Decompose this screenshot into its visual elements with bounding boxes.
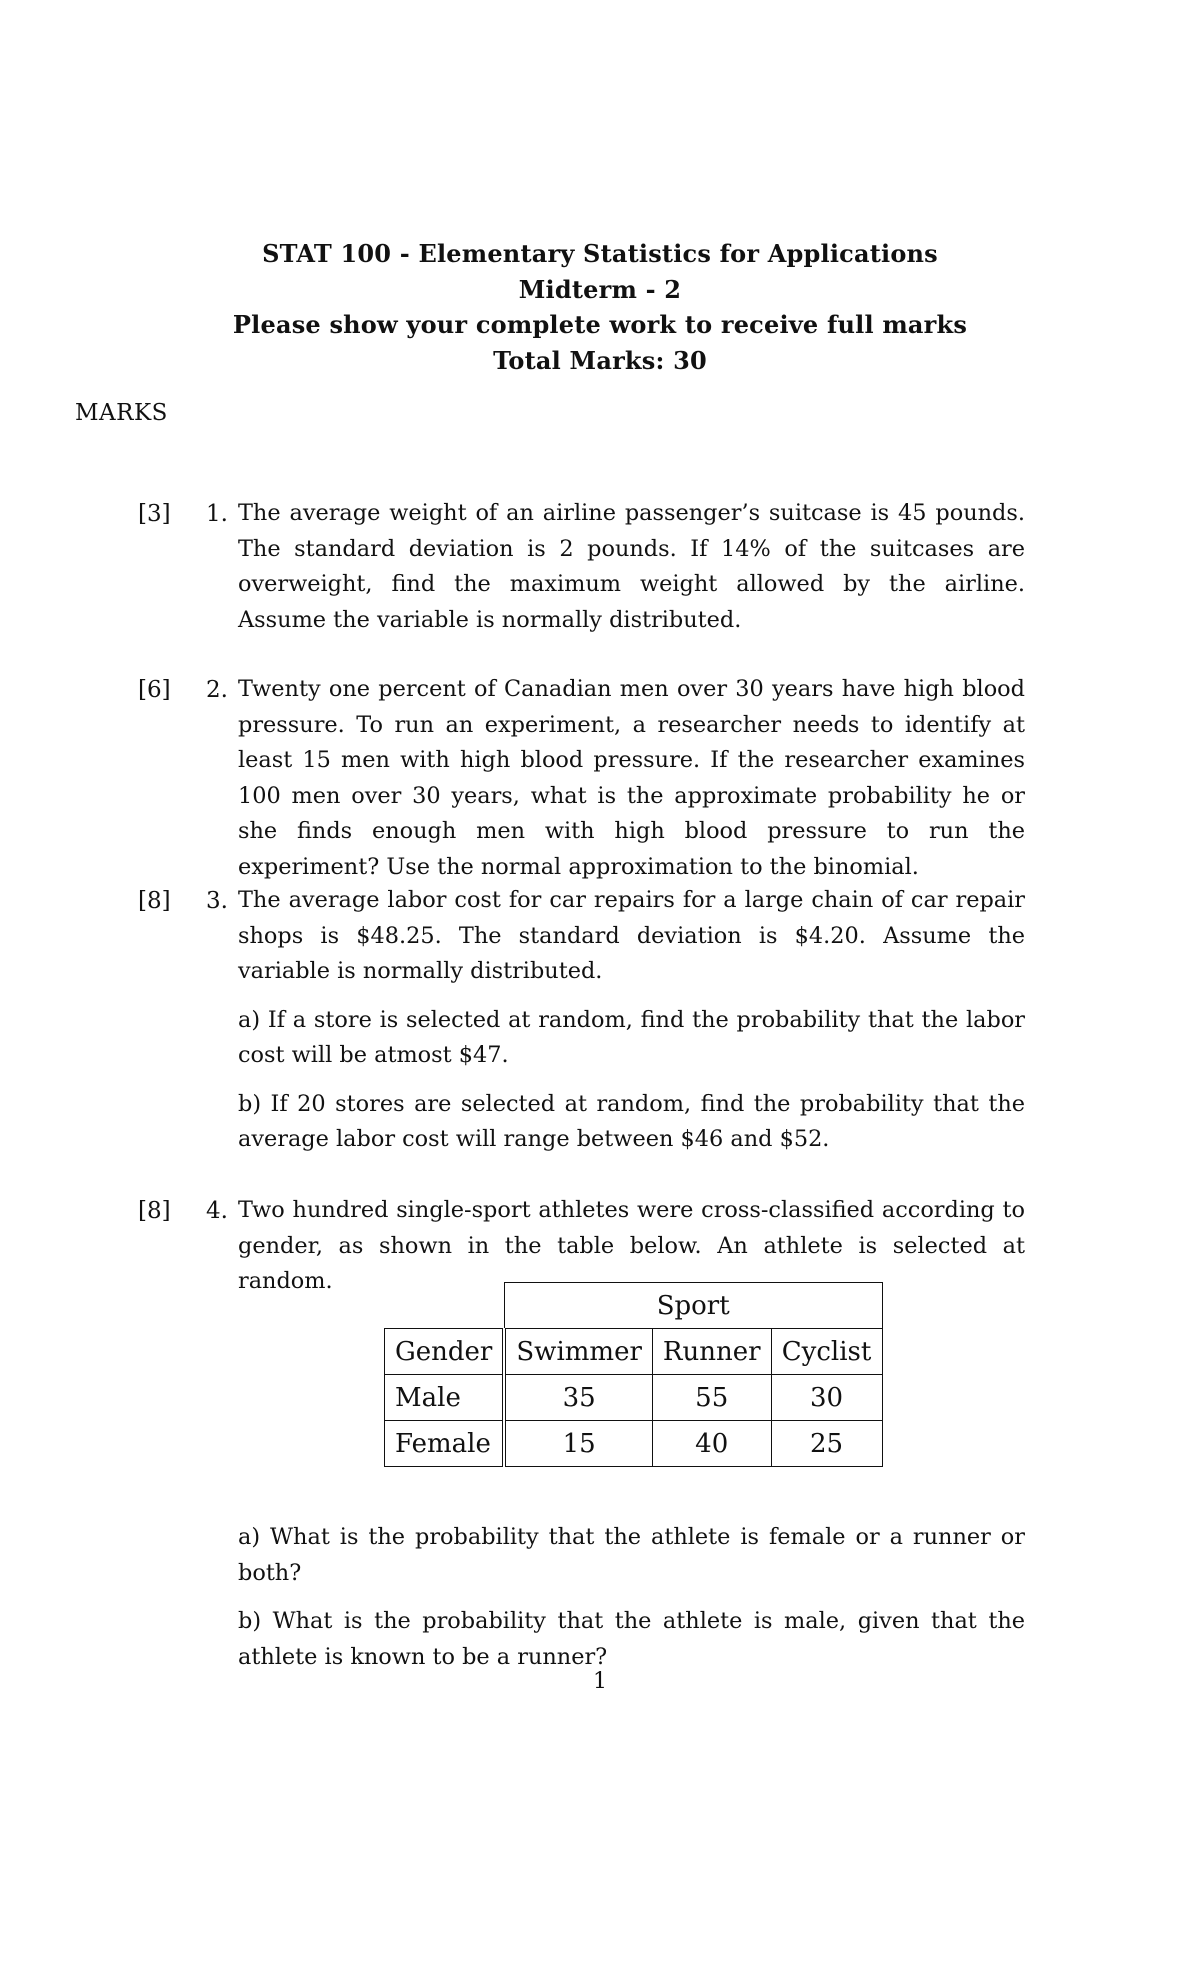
table-column-header: Swimmer (504, 1329, 652, 1375)
page-number: 1 (593, 1669, 607, 1694)
table-row (385, 1421, 883, 1467)
question-part-b: b) What is the probability that the athlete is male, given that the athlete is known to be a runner? (238, 1608, 1025, 1670)
table-cell: 35 (504, 1375, 652, 1421)
question-part-b: b) If 20 stores are selected at random, find the probability that the average labor cost will range between $46 and $52. (238, 1090, 1025, 1152)
question-number: 1. (206, 501, 228, 527)
total-marks: Total Marks: 30 (493, 345, 707, 375)
table-column-header: Cyclist (771, 1329, 882, 1375)
exam-name: Midterm - 2 (518, 274, 682, 304)
table-cell: 30 (771, 1375, 882, 1421)
table-row-label: Female (385, 1421, 505, 1467)
question-text (238, 883, 1025, 1158)
question-text (238, 496, 1025, 638)
question-marks: [8] (138, 1198, 171, 1224)
course-title: STAT 100 - Elementary Statistics for Applications (262, 239, 938, 268)
question-text-paragraph: The average weight of an airline passenger’s suitcase is 45 pounds. The standard deviation is 2 pounds. If 14% of the suitcases are overweight, find the maximum weight allowed by the airline. Assume the variable is normally distributed. (238, 500, 1025, 633)
exam-header (0, 236, 1200, 378)
table-row-label: Male (385, 1375, 505, 1421)
table-cell: 25 (771, 1421, 882, 1467)
table-row-header-label: Gender (385, 1329, 505, 1375)
question-number: 4. (206, 1198, 228, 1224)
question-marks: [3] (138, 501, 171, 527)
table-row (385, 1375, 883, 1421)
question-text-paragraph: The average labor cost for car repairs for a large chain of car repair shops is $48.25. The standard deviation is $4.20. Assume the variable is normally distributed. (238, 887, 1025, 984)
question-text (238, 672, 1025, 885)
question-marks: [8] (138, 888, 171, 914)
table-cell: 55 (652, 1375, 771, 1421)
question-text-paragraph: Twenty one percent of Canadian men over 30 years have high blood pressure. To run an experiment, a researcher needs to identify at least 15 men with high blood pressure. If the researcher examines 100 men over 30 years, what is the approximate probability he or she finds enough men with high blood pressure to run the experiment? Use the normal approximation to the binomial. (238, 676, 1025, 880)
table-header-row (385, 1329, 883, 1375)
table-cell: 40 (652, 1421, 771, 1467)
question-marks: [6] (138, 677, 171, 703)
question-number: 2. (206, 677, 228, 703)
question-number: 3. (206, 888, 228, 914)
marks-column-heading: MARKS (75, 400, 168, 426)
table-corner-blank (385, 1283, 505, 1329)
table-group-header: Sport (504, 1283, 882, 1329)
sport-gender-table (384, 1282, 883, 1467)
table-group-header-row (385, 1283, 883, 1329)
exam-instructions: Please show your complete work to receive full marks (232, 310, 968, 339)
question-text-paragraph: Two hundred single-sport athletes were cross-classified according to gender, as shown in the table below. An athlete is selected at random. (238, 1197, 1025, 1294)
question-4-parts (238, 1520, 1025, 1688)
question-part-a: a) What is the probability that the athlete is female or a runner or both? (238, 1524, 1025, 1586)
table-cell: 15 (504, 1421, 652, 1467)
table-column-header: Runner (652, 1329, 771, 1375)
question-part-a: a) If a store is selected at random, find the probability that the labor cost will be atmost $47. (238, 1006, 1025, 1068)
